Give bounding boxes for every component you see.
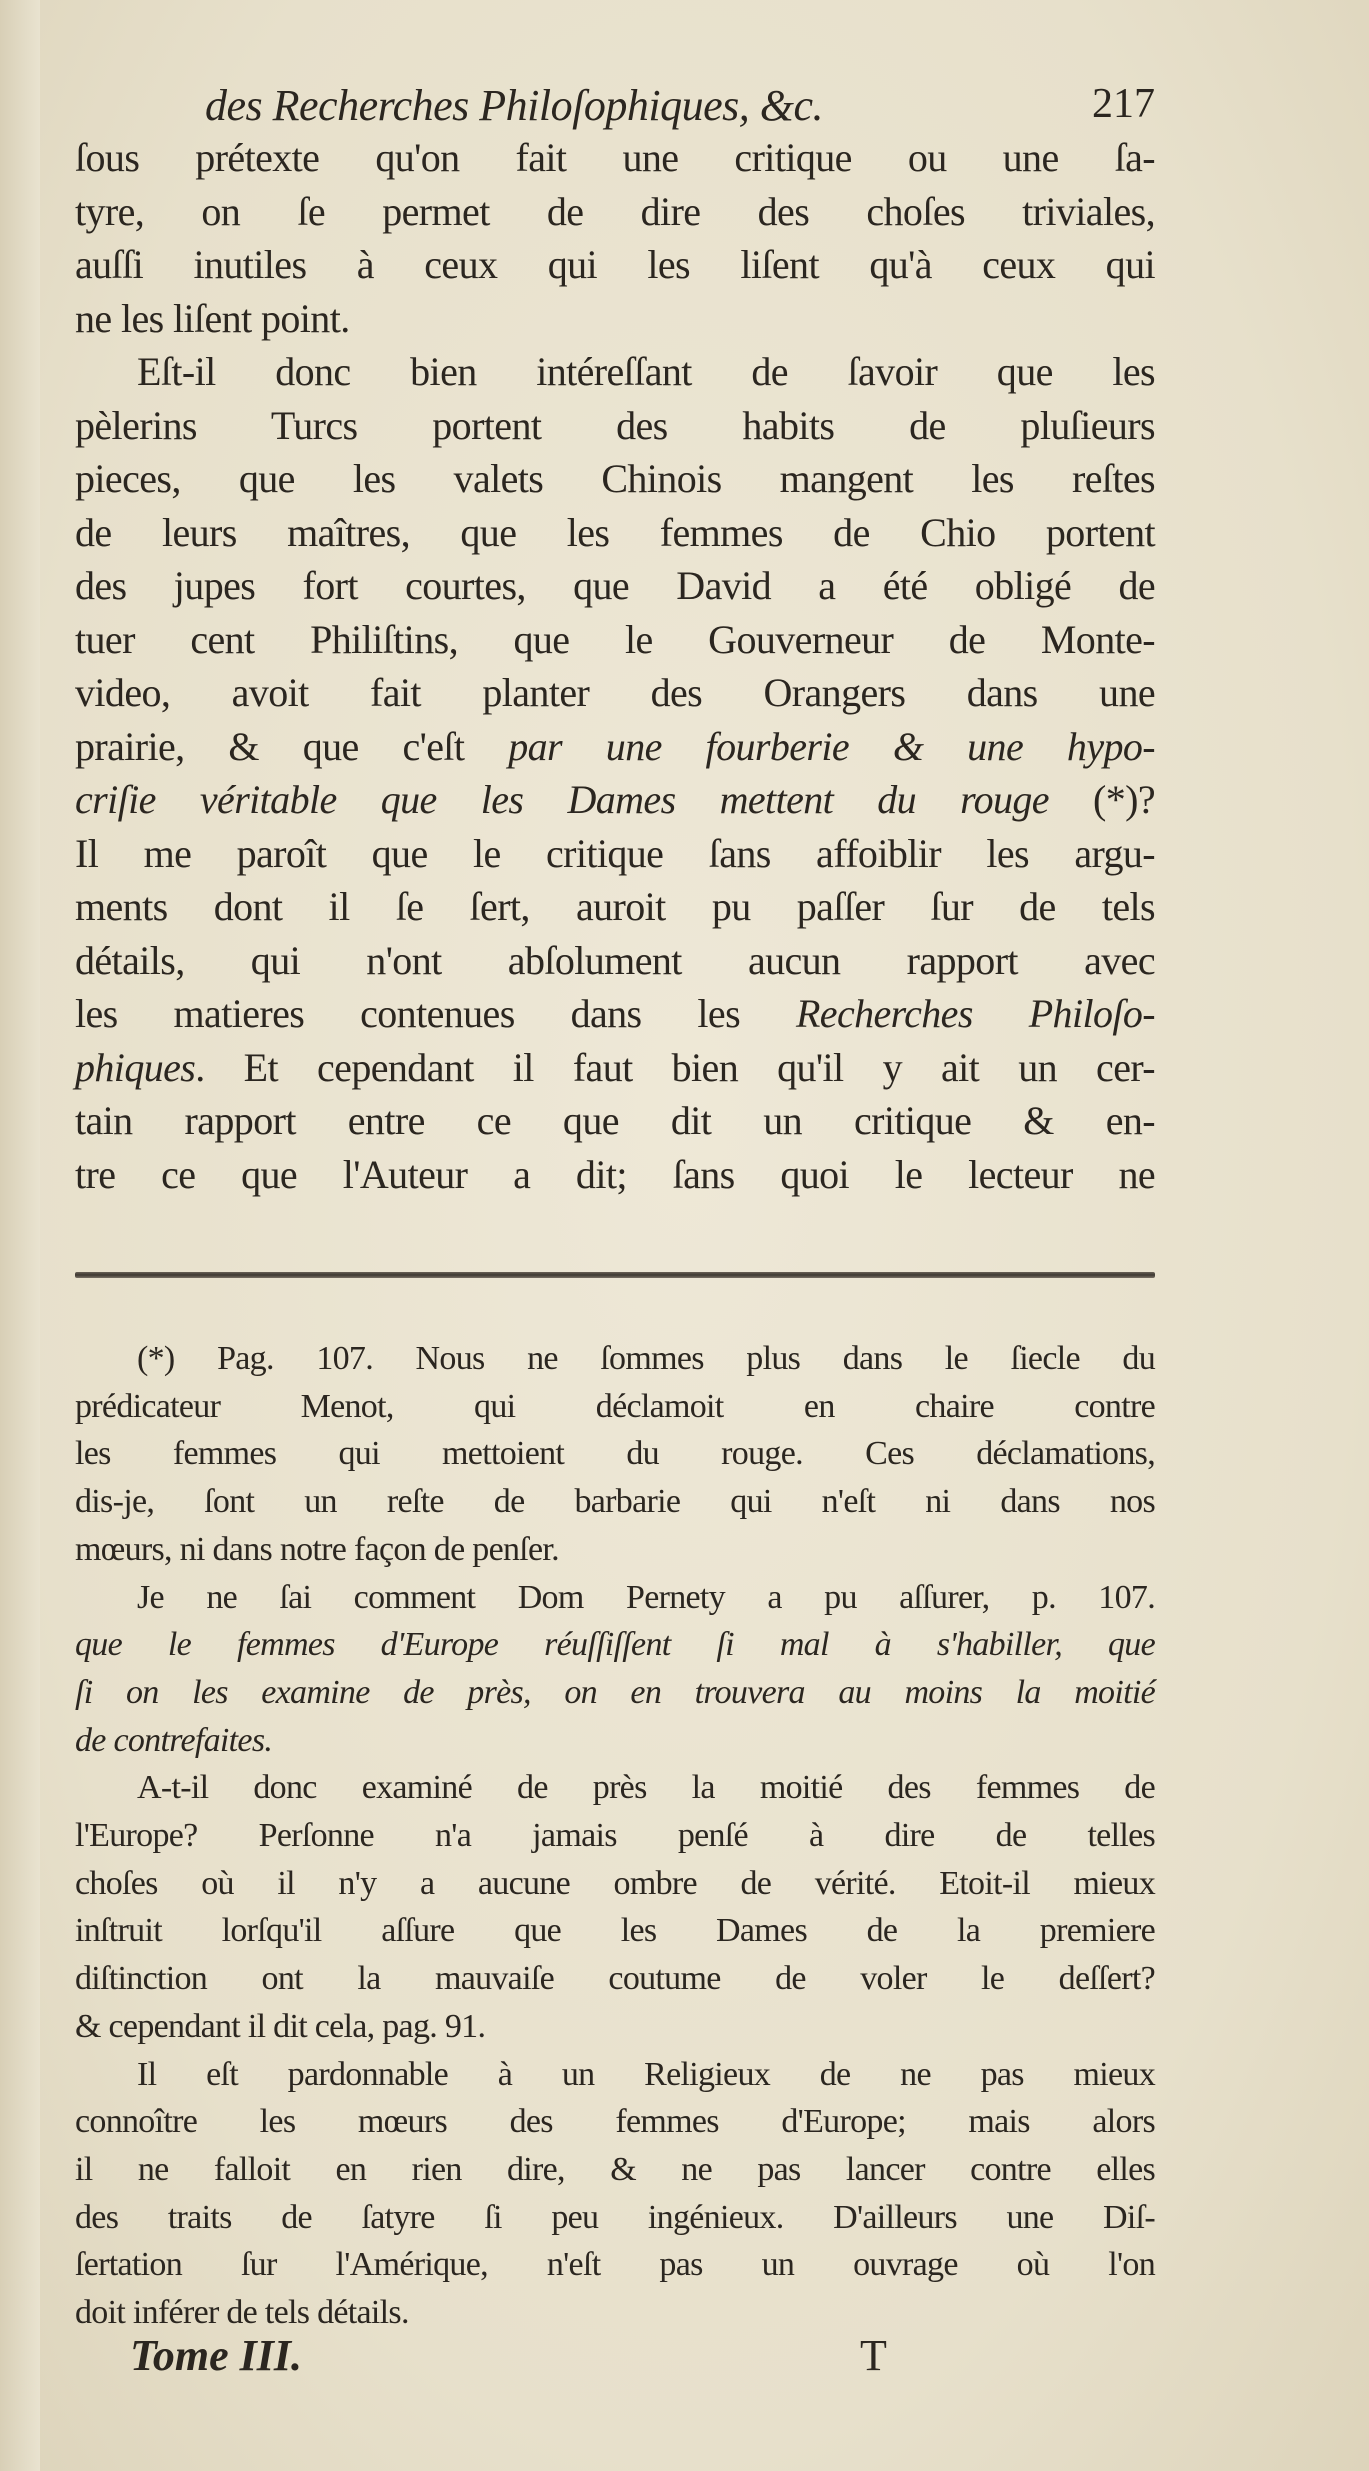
text-segment: tre ce que l'Auteur a dit; ſans quoi le lecteur ne bbox=[75, 1151, 1155, 1197]
text-segment: Il me paroît que le critique ſans affoiblir les argu- bbox=[75, 830, 1155, 876]
text-segment: video, avoit fait planter des Orangers dans une bbox=[75, 670, 1155, 715]
text-segment: diſtinction ont la mauvaiſe coutume de voler le deſſert? bbox=[75, 1960, 1155, 1998]
text-segment: & cependant il dit cela, pag. 91. bbox=[75, 2007, 486, 2045]
text-segment: les femmes qui mettoient du rouge. Ces déclamations, bbox=[75, 1435, 1155, 1473]
text-line bbox=[75, 186, 1155, 238]
text-line bbox=[75, 400, 1155, 452]
text-segment: A-t-il donc examiné de près la moitié des femmes de bbox=[137, 1769, 1155, 1807]
footnote-line bbox=[75, 1765, 1155, 1811]
text-segment: Eſt-il donc bien intéreſſant de ſavoir que les bbox=[137, 349, 1155, 394]
italic-text: par une fourberie & une hypo- bbox=[508, 723, 1155, 769]
italic-text: ſi on les examine de près, on en trouvera au moins la moitié bbox=[75, 1673, 1155, 1711]
text-line bbox=[75, 346, 1155, 398]
footnote-line bbox=[75, 1479, 1155, 1525]
text-segment: doit inférer de tels détails. bbox=[75, 2294, 409, 2331]
footnote-line bbox=[75, 1908, 1155, 1954]
text-segment: tuer cent Philiſtins, que le Gouverneur de Monte- bbox=[75, 616, 1155, 662]
italic-text: de contrefaites. bbox=[75, 1721, 273, 1759]
text-segment: il ne falloit en rien dire, & ne pas lancer contre elles bbox=[75, 2150, 1155, 2188]
text-line bbox=[75, 507, 1155, 559]
footnote-line bbox=[75, 2099, 1155, 2145]
page-number: 217 bbox=[1092, 81, 1155, 127]
text-segment: prédicateur Menot, qui déclamoit en chaire contre bbox=[75, 1387, 1155, 1425]
footnote-line bbox=[75, 1384, 1155, 1430]
footnote-line bbox=[75, 1718, 1155, 1764]
text-segment: inſtruit lorſqu'il aſſure que les Dames de la premiere bbox=[75, 1912, 1155, 1950]
text-line bbox=[75, 774, 1155, 826]
footnote-line bbox=[75, 1956, 1155, 2002]
text-segment: mœurs, ni dans notre façon de penſer. bbox=[75, 1530, 559, 1568]
footnote-line bbox=[75, 1575, 1155, 1621]
text-segment: connoître les mœurs des femmes d'Europe; mais alors bbox=[75, 2103, 1155, 2141]
text-line bbox=[75, 560, 1155, 612]
footnote-line bbox=[75, 1813, 1155, 1859]
text-segment: choſes où il n'y a aucune ombre de vérité. Etoit-il mieux bbox=[75, 1864, 1155, 1902]
text-line bbox=[75, 935, 1155, 987]
running-title: des Recherches Philoſophiques, &c. bbox=[205, 81, 823, 130]
text-segment: Il eſt pardonnable à un Religieux de ne pas mieux bbox=[137, 2055, 1155, 2093]
footnote-line bbox=[75, 1861, 1155, 1907]
text-segment: . Et cependant il faut bien qu'il y ait un cer- bbox=[195, 1044, 1155, 1090]
text-segment: l'Europe? Perſonne n'a jamais penſé à dire de telles bbox=[75, 1817, 1155, 1854]
text-segment: pieces, que les valets Chinois mangent les reſtes bbox=[75, 456, 1155, 501]
text-segment: tain rapport entre ce que dit un critique & en- bbox=[75, 1098, 1155, 1143]
text-segment: auſſi inutiles à ceux qui les liſent qu'à ceux qui bbox=[75, 242, 1155, 287]
footnote-line bbox=[75, 2004, 1155, 2050]
text-segment: Je ne ſai comment Dom Pernety a pu aſſurer, p. 107. bbox=[137, 1578, 1155, 1616]
text-segment: ſous prétexte qu'on fait une critique ou une ſa- bbox=[75, 135, 1155, 180]
text-line bbox=[75, 1095, 1155, 1147]
text-line bbox=[75, 988, 1155, 1040]
footnote-line bbox=[75, 2147, 1155, 2193]
text-line bbox=[75, 132, 1155, 184]
page-footer bbox=[75, 2330, 1155, 2390]
text-segment: des traits de ſatyre ſi peu ingénieux. D'ailleurs une Diſ- bbox=[75, 2198, 1155, 2236]
volume-label: Tome III. bbox=[130, 2331, 302, 2380]
footnote-line bbox=[75, 1670, 1155, 1716]
footnote-line bbox=[75, 1431, 1155, 1477]
signature-mark: T bbox=[860, 2331, 887, 2380]
text-line bbox=[75, 721, 1155, 773]
italic-text: phiques bbox=[75, 1044, 196, 1090]
text-line bbox=[75, 1149, 1155, 1201]
footnote-line bbox=[75, 1336, 1155, 1382]
text-line bbox=[75, 239, 1155, 291]
text-line bbox=[75, 828, 1155, 880]
text-segment: (*)? bbox=[1048, 777, 1156, 822]
footnote-line bbox=[75, 1622, 1155, 1668]
footnote-line bbox=[75, 2195, 1155, 2241]
text-segment: (*) Pag. 107. Nous ne ſommes plus dans le ſiecle du bbox=[137, 1340, 1155, 1377]
text-segment: ne les liſent point. bbox=[75, 295, 350, 341]
text-line bbox=[75, 1042, 1155, 1094]
footnote-line bbox=[75, 2242, 1155, 2288]
text-line bbox=[75, 453, 1155, 505]
text-line bbox=[75, 614, 1155, 666]
italic-text: criſie véritable que les Dames mettent du rouge bbox=[75, 777, 1049, 822]
footnote-line bbox=[75, 2052, 1155, 2098]
footnote-line bbox=[75, 1527, 1155, 1573]
footnote-separator-rule bbox=[75, 1272, 1155, 1278]
text-segment: ſertation ſur l'Amérique, n'eſt pas un ouvrage où l'on bbox=[75, 2246, 1155, 2284]
text-line bbox=[75, 667, 1155, 719]
text-segment: dis-je, ſont un reſte de barbarie qui n'eſt ni dans nos bbox=[75, 1483, 1155, 1521]
text-line bbox=[75, 293, 1155, 345]
text-segment: prairie, & que c'eſt bbox=[75, 723, 509, 769]
text-segment: pèlerins Turcs portent des habits de pluſieurs bbox=[75, 402, 1155, 448]
italic-text: que le femmes d'Europe réuſſiſſent ſi mal à s'habiller, que bbox=[75, 1626, 1155, 1664]
text-segment: tyre, on ſe permet de dire des choſes triviales, bbox=[75, 188, 1155, 234]
text-segment: ments dont il ſe ſert, auroit pu paſſer ſur de tels bbox=[75, 884, 1155, 929]
italic-text: Recherches Philoſo- bbox=[795, 991, 1156, 1036]
text-segment: détails, qui n'ont abſolument aucun rapport avec bbox=[75, 937, 1155, 983]
text-segment: des jupes fort courtes, que David a été obligé de bbox=[75, 563, 1155, 608]
text-segment: les matieres contenues dans les bbox=[75, 991, 796, 1036]
text-segment: de leurs maîtres, que les femmes de Chio portent bbox=[75, 509, 1155, 555]
page-gutter-shadow bbox=[0, 0, 40, 2471]
page-header bbox=[75, 80, 1155, 136]
text-line bbox=[75, 881, 1155, 933]
